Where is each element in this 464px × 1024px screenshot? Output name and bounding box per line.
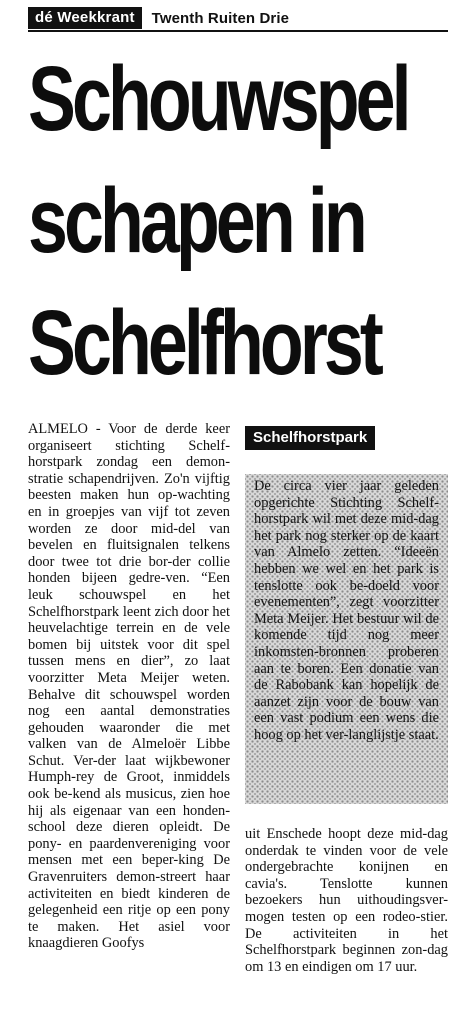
- sidebar-box: [245, 474, 448, 804]
- article-body-part-2: uit Enschede hoopt deze mid-dag onderdak te vinden voor de vele ondergebrachte konijnen en cavia's. Tenslotte kunnen bezoekers hun uithoudingsver-mogen testen op een rodeo-stier. De activiteiten in het Schelfhorstpark beginnen zon-dag om 13 en eindigen om 17 uur.: [245, 826, 448, 975]
- headline: [28, 38, 448, 404]
- sidebar-title: Schelfhorstpark: [245, 426, 375, 450]
- article-body-part-1: ALMELO - Voor de derde keer organiseert stichting Schelf-horstpark zondag een demon-stratie schapendrijven. Zo'n vijftig beesten maken hun op-wachting en in groepjes van vijf tot zeven worden ze door mid-del van bevelen en fluitsignalen telkens door twee tot drie bor-der collie honden bijeen gedre-ven. “Een leuk schouwspel en het Schelfhorstpark leent zich door het heuvelachtige terrein en de vele bomen bij uitstek voor dit spel tussen mens en dier”, zo laat voorzitter Meta Meijer weten. Behalve dit schouwspel worden nog een aantal demonstraties gehouden waaronder die met valken van de Almeloër Libbe Schut. Ver-der laat wijkbewoner Humph-rey de Groot, inmiddels ook be-kend als musicus, zien hoe hij als eigenaar van een honden-school deze dieren opleidt. De pony- en paardenvereniging voor mensen met een beper-king De Gravenruiters demon-streert haar activiteiten en biedt kinderen de gelegenheid een ritje op een pony te maken. Het asiel voor knaagdieren Goofys: [28, 421, 230, 952]
- headline-line-1: Schouwspel: [28, 48, 408, 150]
- article-column-right: [245, 826, 448, 975]
- headline-line-3: Schelfhorst: [28, 292, 380, 394]
- article-column-left: [28, 421, 230, 952]
- sidebar-text: De circa vier jaar geleden opgerichte Stichting Schelf-horstpark wil met deze mid-dag het park nog sterker op de kaart van Almelo zetten. “Ideeën hebben we wel en het park is tenslotte ook be-doeld voor evenementen”, zegt voorzitter Meta Meijer. Het bestuur wil de komende tijd nog meer inkomsten-bronnen proberen aan te boren. Een donatie van de Rabobank kan hopelijk de aanzet zijn voor de bouw van een vast podium een wens die hoog op het ver-langlijstje staat.: [254, 478, 439, 743]
- masthead: [28, 6, 448, 32]
- newspaper-brand: dé Weekkrant: [28, 7, 142, 29]
- edition-name: Twenth Ruiten Drie: [151, 9, 290, 27]
- headline-line-2: schapen in: [28, 170, 364, 272]
